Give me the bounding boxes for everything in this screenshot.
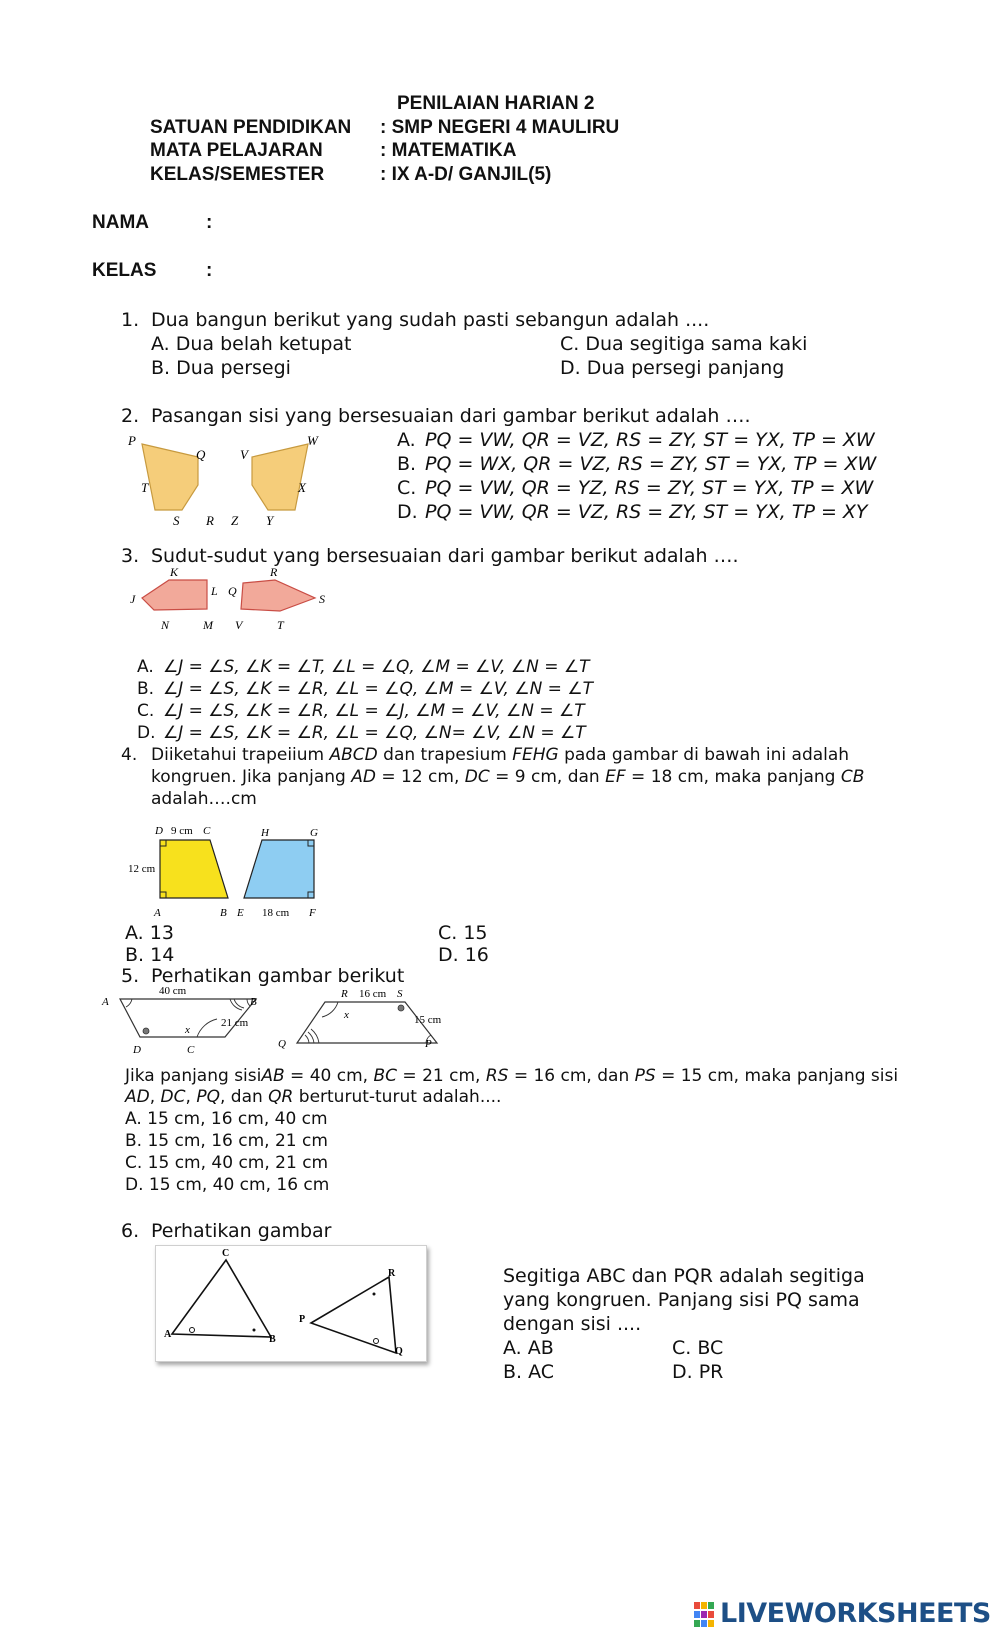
q3-label-m: M — [203, 618, 213, 632]
q3-option-d-letter: D. — [137, 723, 156, 743]
q4-figure — [125, 826, 335, 921]
q4-line3: adalah….cm — [151, 789, 257, 809]
q2-option-b-letter: B. — [397, 453, 417, 475]
q6-desc-line1: Segitiga ABC dan PQR adalah segitiga — [503, 1265, 865, 1287]
q6-option-b[interactable]: B. AC — [503, 1361, 555, 1383]
q5-label-b: B — [250, 996, 257, 1008]
kelas-label: KELAS — [92, 260, 157, 281]
q6-number: 6. — [121, 1220, 140, 1242]
q3-option-b[interactable]: ∠J = ∠S, ∠K = ∠R, ∠L = ∠Q, ∠M = ∠V, ∠N = ∠T — [163, 679, 593, 699]
q4-option-a[interactable]: A. 13 — [125, 922, 174, 944]
q5-label-16cm: 16 cm — [359, 988, 387, 1000]
q3-label-k: K — [170, 565, 179, 579]
q5-body-line2: AD, DC, PQ, dan QR berturut-turut adalah.... — [125, 1087, 502, 1107]
q4-label-h: H — [261, 827, 269, 839]
q2-label-z: Z — [231, 513, 239, 528]
q2-label-v: V — [240, 447, 248, 462]
q5-number: 5. — [121, 965, 140, 987]
header-label-class: KELAS/SEMESTER — [150, 164, 325, 185]
q2-label-q: Q — [196, 447, 206, 462]
q2-label-x: X — [298, 480, 306, 495]
q1-option-a[interactable]: A. Dua belah ketupat — [151, 333, 352, 355]
header-value-school: : SMP NEGERI 4 MAULIRU — [380, 117, 620, 138]
q2-option-c-letter: C. — [397, 477, 417, 499]
q6-label-p: P — [299, 1314, 306, 1325]
q3-label-s: S — [319, 592, 325, 606]
q4-trapezium-abcd — [160, 840, 228, 898]
header-value-class: : IX A-D/ GANJIL(5) — [380, 164, 552, 185]
q2-label-t: T — [141, 480, 149, 495]
liveworksheets-brand: LIVEWORKSHEETS — [720, 1598, 991, 1629]
q6-option-a[interactable]: A. AB — [503, 1337, 554, 1359]
q4-label-9cm: 9 cm — [171, 825, 193, 837]
q4-label-a: A — [154, 907, 161, 919]
q3-option-d[interactable]: ∠J = ∠S, ∠K = ∠R, ∠L = ∠Q, ∠N= ∠V, ∠N = ∠T — [163, 723, 586, 743]
q5-label-d: D — [133, 1044, 141, 1056]
q3-option-c-letter: C. — [137, 701, 155, 721]
q1-text: Dua bangun berikut yang sudah pasti sebangun adalah .... — [151, 309, 710, 331]
q6-desc-line2: yang kongruen. Panjang sisi PQ sama — [503, 1289, 860, 1311]
q1-option-c[interactable]: C. Dua segitiga sama kaki — [560, 333, 808, 355]
q3-pentagon-left — [142, 580, 207, 610]
q3-figure — [125, 565, 335, 645]
q2-option-a-letter: A. — [397, 429, 416, 451]
q5-option-a[interactable]: A. 15 cm, 16 cm, 40 cm — [125, 1109, 328, 1129]
q3-option-a-letter: A. — [137, 657, 154, 677]
q2-label-p: P — [128, 433, 136, 448]
page-title: PENILAIAN HARIAN 2 — [397, 93, 595, 114]
q5-option-c[interactable]: C. 15 cm, 40 cm, 21 cm — [125, 1153, 329, 1173]
q1-option-b[interactable]: B. Dua persegi — [151, 357, 291, 379]
q4-option-c[interactable]: C. 15 — [438, 922, 488, 944]
header-label-subject: MATA PELAJARAN — [150, 140, 323, 161]
q6-option-c[interactable]: C. BC — [672, 1337, 724, 1359]
q4-label-d: D — [155, 825, 163, 837]
q2-figure — [120, 425, 340, 530]
q3-option-b-letter: B. — [137, 679, 155, 699]
header-label-school: SATUAN PENDIDIKAN — [150, 117, 352, 138]
q3-label-j: J — [130, 592, 136, 606]
q5-label-a: A — [102, 996, 109, 1008]
q4-label-18cm: 18 cm — [262, 907, 290, 919]
q4-label-12cm: 12 cm — [128, 863, 156, 875]
q2-option-d-letter: D. — [397, 501, 418, 523]
q6-text: Perhatikan gambar — [151, 1220, 332, 1242]
q5-text: Perhatikan gambar berikut — [151, 965, 405, 987]
q6-label-r: R — [388, 1268, 396, 1279]
q6-desc-line3: dengan sisi .... — [503, 1313, 642, 1335]
q2-label-s: S — [173, 513, 180, 528]
q6-label-b: B — [269, 1334, 276, 1345]
q6-triangle-abc — [172, 1260, 271, 1337]
kelas-colon: : — [206, 260, 213, 281]
q4-label-f: F — [309, 907, 316, 919]
q2-pentagon-left — [142, 444, 198, 510]
q6-label-a: A — [164, 1329, 172, 1340]
q5-figure — [100, 985, 475, 1060]
q6-figure — [156, 1246, 426, 1361]
q5-label-c: C — [187, 1044, 195, 1056]
q3-label-t: T — [277, 618, 284, 632]
q4-label-c: C — [203, 825, 211, 837]
q3-label-r: R — [270, 565, 278, 579]
q2-option-c[interactable]: PQ = VW, QR = YZ, RS = ZY, ST = YX, TP = XW — [425, 477, 874, 499]
q2-option-d[interactable]: PQ = VW, QR = VZ, RS = ZY, ST = YX, TP = XY — [425, 501, 868, 523]
q3-option-c[interactable]: ∠J = ∠S, ∠K = ∠R, ∠L = ∠J, ∠M = ∠V, ∠N = ∠T — [163, 701, 585, 721]
q5-label-p: P — [425, 1038, 432, 1050]
q6-label-c: C — [222, 1248, 230, 1259]
q2-text: Pasangan sisi yang bersesuaian dari gambar berikut adalah …. — [151, 405, 751, 427]
nama-label: NAMA — [92, 212, 149, 233]
q2-number: 2. — [121, 405, 140, 427]
q1-option-d[interactable]: D. Dua persegi panjang — [560, 357, 785, 379]
q3-label-n: N — [161, 618, 170, 632]
q5-label-21cm: 21 cm — [221, 1017, 249, 1029]
q3-label-l: L — [211, 584, 218, 598]
q6-triangle-pqr — [311, 1277, 396, 1353]
q4-option-d[interactable]: D. 16 — [438, 944, 489, 966]
q4-option-b[interactable]: B. 14 — [125, 944, 175, 966]
q3-option-a[interactable]: ∠J = ∠S, ∠K = ∠T, ∠L = ∠Q, ∠M = ∠V, ∠N = ∠T — [163, 657, 590, 677]
q5-label-x2: x — [344, 1009, 349, 1021]
q4-line2: kongruen. Jika panjang AD = 12 cm, DC = 9 cm, dan EF = 18 cm, maka panjang CB — [151, 767, 865, 787]
q1-number: 1. — [121, 309, 140, 331]
q2-pentagon-right — [252, 444, 308, 510]
q3-number: 3. — [121, 545, 140, 567]
q4-label-b: B — [220, 907, 227, 919]
q5-option-d[interactable]: D. 15 cm, 40 cm, 16 cm — [125, 1175, 330, 1195]
q5-label-r: R — [341, 988, 348, 1000]
q5-label-s: S — [397, 988, 403, 1000]
q5-label-q: Q — [278, 1038, 286, 1050]
q2-label-y: Y — [266, 513, 274, 528]
q3-text: Sudut-sudut yang bersesuaian dari gambar berikut adalah …. — [151, 545, 739, 567]
q3-label-v: V — [235, 618, 243, 632]
q2-label-r: R — [206, 513, 214, 528]
q5-label-x1: x — [185, 1024, 190, 1036]
q5-option-b[interactable]: B. 15 cm, 16 cm, 21 cm — [125, 1131, 328, 1151]
q2-label-w: W — [307, 433, 318, 448]
header-value-subject: : MATEMATIKA — [380, 140, 517, 161]
q6-figure-frame — [155, 1245, 427, 1362]
q4-line1: Diiketahui trapeiium ABCD dan trapesium FEHG pada gambar di bawah ini adalah — [151, 745, 850, 765]
q4-label-g: G — [310, 827, 318, 839]
q4-label-e: E — [237, 907, 244, 919]
q5-label-15cm: 15 cm — [414, 1014, 442, 1026]
q3-label-q: Q — [228, 584, 237, 598]
q2-option-b[interactable]: PQ = WX, QR = VZ, RS = ZY, ST = YX, TP = XW — [425, 453, 877, 475]
q2-option-a[interactable]: PQ = VW, QR = VZ, RS = ZY, ST = YX, TP = XW — [425, 429, 875, 451]
q5-body-line1: Jika panjang sisiAB = 40 cm, BC = 21 cm, RS = 16 cm, dan PS = 15 cm, maka panjang sisi — [125, 1066, 899, 1086]
q3-pentagon-right — [241, 580, 315, 611]
q5-label-40cm: 40 cm — [159, 985, 187, 997]
q4-trapezium-fehg — [244, 840, 314, 898]
q6-option-d[interactable]: D. PR — [672, 1361, 724, 1383]
q6-label-q: Q — [395, 1346, 403, 1357]
nama-colon: : — [206, 212, 213, 233]
q4-number: 4. — [121, 745, 138, 765]
